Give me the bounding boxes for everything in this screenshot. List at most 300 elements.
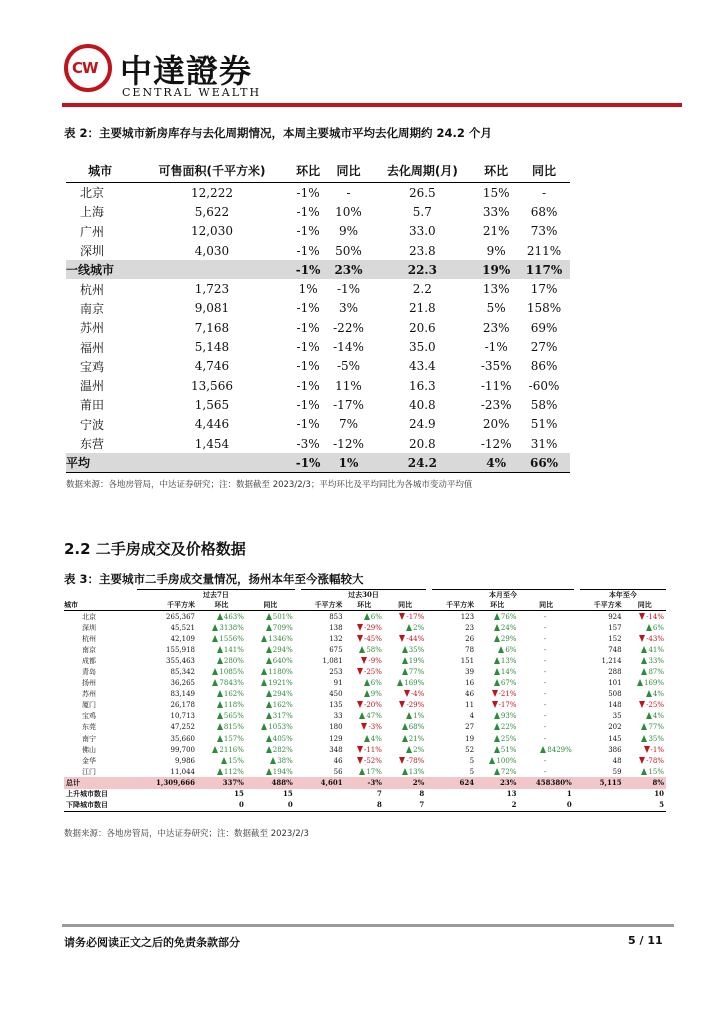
cell-value: 253 xyxy=(329,668,343,677)
up-arrow-icon xyxy=(212,624,218,631)
value-cell xyxy=(345,655,384,666)
cell-value: -17% xyxy=(406,612,425,621)
down-arrow-icon xyxy=(357,701,363,708)
cell-value: 33 xyxy=(333,712,343,721)
table3-group-header: 本月至今 xyxy=(432,590,574,601)
table2-header-cell: 环比 xyxy=(290,158,327,183)
value-cell xyxy=(197,755,246,766)
table2-header-cell: 可售面积(千平方米) xyxy=(134,158,289,183)
table2-inventory xyxy=(66,158,570,473)
cell-value: 15 xyxy=(234,789,244,799)
table3-row xyxy=(64,655,666,666)
value-cell xyxy=(301,611,345,623)
cell-value: 35 xyxy=(612,712,622,721)
cell-value: - xyxy=(543,712,547,721)
value-cell xyxy=(345,700,384,711)
value-cell: 5,148 xyxy=(194,340,230,355)
up-arrow-icon xyxy=(402,657,408,664)
value-cell: 19% xyxy=(474,260,518,279)
value-cell: -1% xyxy=(296,185,320,200)
up-arrow-icon xyxy=(641,768,647,775)
value-cell xyxy=(624,744,666,755)
value-cell: 1,565 xyxy=(194,397,230,412)
value-cell: -60% xyxy=(528,378,560,393)
cell-value: 59 xyxy=(612,767,622,776)
value-cell xyxy=(345,789,384,800)
cell-value: 3138% xyxy=(219,623,244,632)
city-name-cell xyxy=(64,611,131,623)
value-cell: 11% xyxy=(335,378,362,393)
cell-value: 294% xyxy=(272,645,293,654)
value-cell: 1,723 xyxy=(194,282,230,297)
value-cell xyxy=(137,644,197,655)
value-cell xyxy=(580,755,624,766)
cell-value: - xyxy=(543,645,547,654)
table2-row xyxy=(66,357,570,376)
value-cell xyxy=(384,622,426,633)
city-name-cell: 杭州 xyxy=(80,282,105,297)
cell-value: 下降城市数目 xyxy=(66,800,108,810)
table3-subheader-cell: 同比 xyxy=(384,600,426,611)
cell-value: 11,044 xyxy=(170,767,195,776)
value-cell xyxy=(624,711,666,722)
up-arrow-icon xyxy=(266,712,272,719)
value-cell xyxy=(345,678,384,689)
city-name-cell xyxy=(64,733,131,744)
value-cell: -1% xyxy=(296,340,320,355)
table2-row xyxy=(66,279,570,298)
value-cell xyxy=(246,766,295,777)
value-cell: 9,081 xyxy=(194,301,230,316)
cell-value: 15% xyxy=(228,756,244,765)
value-cell xyxy=(301,744,345,755)
value-cell xyxy=(137,800,197,812)
cell-value: -29% xyxy=(363,623,382,632)
cell-value: 463% xyxy=(223,612,244,621)
cell-value: 1,081 xyxy=(322,656,343,665)
cell-value: 180 xyxy=(329,723,343,732)
value-cell: 4,446 xyxy=(194,417,230,432)
cell-value: 42,109 xyxy=(170,634,195,643)
cell-value: - xyxy=(543,656,547,665)
down-arrow-icon xyxy=(399,613,405,620)
value-cell: 4,746 xyxy=(194,359,230,374)
cell-value: 成都 xyxy=(82,656,96,665)
value-cell xyxy=(624,700,666,711)
value-cell xyxy=(384,689,426,700)
value-cell: 3% xyxy=(338,301,359,316)
cell-value: 15% xyxy=(648,767,664,776)
value-cell xyxy=(432,777,476,788)
up-arrow-icon xyxy=(217,768,223,775)
up-arrow-icon xyxy=(364,735,370,742)
down-arrow-icon xyxy=(639,701,645,708)
cell-value: 38% xyxy=(277,756,293,765)
cell-value: 19 xyxy=(465,734,475,743)
value-cell: 31% xyxy=(530,436,558,451)
down-arrow-icon xyxy=(399,757,405,764)
up-arrow-icon xyxy=(494,723,500,730)
cell-value: 0 xyxy=(239,800,244,810)
up-arrow-icon xyxy=(402,646,408,653)
value-cell xyxy=(384,777,426,788)
value-cell xyxy=(246,655,295,666)
cell-value: 148 xyxy=(608,701,622,710)
cell-value: 8429% xyxy=(547,745,572,754)
up-arrow-icon xyxy=(364,679,370,686)
value-cell: 23% xyxy=(482,320,510,335)
value-cell xyxy=(137,633,197,644)
table3-down-count-row xyxy=(64,800,666,812)
city-name-cell: 宁波 xyxy=(80,417,105,432)
value-cell xyxy=(345,666,384,677)
cell-value: 27 xyxy=(465,723,475,732)
cell-value: 29% xyxy=(500,634,517,643)
up-arrow-icon xyxy=(359,768,365,775)
cell-value: 68% xyxy=(408,723,425,732)
cell-value: 13 xyxy=(506,789,517,799)
value-cell xyxy=(580,700,624,711)
down-arrow-icon xyxy=(361,723,367,730)
table3-group-header: 过去30日 xyxy=(301,590,427,601)
cell-value: -14% xyxy=(646,612,664,621)
value-cell xyxy=(624,633,666,644)
cell-value: 9% xyxy=(370,690,382,699)
city-name-cell: 平均 xyxy=(66,453,134,473)
cell-value: 厦门 xyxy=(82,701,96,710)
table3-row xyxy=(64,733,666,744)
cell-value: 10,713 xyxy=(170,712,195,721)
cell-value: 宝鸡 xyxy=(82,712,96,721)
value-cell xyxy=(137,689,197,700)
value-cell: 20% xyxy=(482,417,510,432)
value-cell xyxy=(518,678,573,689)
cell-value: 853 xyxy=(329,612,343,621)
value-cell xyxy=(197,766,246,777)
value-cell: 2.2 xyxy=(412,282,432,297)
table3-row xyxy=(64,744,666,755)
value-cell xyxy=(246,678,295,689)
table3-subheader-cell: 千平方米 xyxy=(301,600,345,611)
value-cell: -1% xyxy=(296,378,320,393)
cell-value: 扬州 xyxy=(82,679,96,688)
up-arrow-icon xyxy=(397,679,403,686)
cell-value: - xyxy=(543,690,547,699)
value-cell: -1% xyxy=(296,301,320,316)
value-cell xyxy=(476,766,518,777)
value-cell xyxy=(384,789,426,800)
table3-subheader-cell: 环比 xyxy=(197,600,246,611)
value-cell xyxy=(345,644,384,655)
up-arrow-icon xyxy=(402,723,408,730)
value-cell: -22% xyxy=(333,320,364,335)
value-cell xyxy=(624,789,666,800)
cell-value: 1921% xyxy=(268,679,293,688)
table3-subheader-cell: 同比 xyxy=(246,600,295,611)
cell-value: 565% xyxy=(223,712,244,721)
cell-value: 6% xyxy=(370,612,382,621)
table3-title: 表 3：主要城市二手房成交量情况，扬州本年至今涨幅较大 xyxy=(64,572,364,586)
table3-second-hand xyxy=(64,589,666,812)
down-arrow-icon xyxy=(639,613,645,620)
value-cell: 7,168 xyxy=(194,320,230,335)
cell-value: 123 xyxy=(460,612,475,621)
up-arrow-icon xyxy=(646,690,652,697)
cell-value: 76% xyxy=(500,612,517,621)
value-cell xyxy=(345,755,384,766)
cell-value: 138 xyxy=(329,623,343,632)
down-arrow-icon xyxy=(492,690,498,697)
value-cell xyxy=(432,800,476,812)
down-arrow-icon xyxy=(357,624,363,631)
value-cell xyxy=(301,789,345,800)
up-arrow-icon xyxy=(494,746,500,753)
value-cell xyxy=(246,700,295,711)
value-cell xyxy=(246,800,295,812)
table3-group-header: 本年至今 xyxy=(580,590,666,601)
value-cell xyxy=(301,689,345,700)
cell-value: 26 xyxy=(465,634,475,643)
value-cell xyxy=(301,644,345,655)
up-arrow-icon xyxy=(637,679,643,686)
value-cell xyxy=(137,655,197,666)
value-cell: -1% xyxy=(336,282,361,297)
cell-value: 288 xyxy=(608,668,622,677)
value-cell xyxy=(476,711,518,722)
table2-row xyxy=(66,337,570,356)
cell-value: 金华 xyxy=(82,756,96,765)
up-arrow-icon xyxy=(402,735,408,742)
up-arrow-icon xyxy=(646,624,652,631)
cell-value: 405% xyxy=(272,734,293,743)
section-heading: 2.2 二手房成交及价格数据 xyxy=(64,540,246,558)
cell-value: 6% xyxy=(652,623,664,632)
up-arrow-icon xyxy=(646,712,652,719)
city-name-cell xyxy=(64,689,131,700)
value-cell xyxy=(246,622,295,633)
cell-value: 苏州 xyxy=(82,690,96,699)
cell-value: 709% xyxy=(272,623,293,632)
up-arrow-icon xyxy=(212,635,218,642)
cell-value: 624 xyxy=(459,777,475,787)
cell-value: 南宁 xyxy=(82,734,96,743)
cell-value: -43% xyxy=(646,634,664,643)
up-arrow-icon xyxy=(266,646,272,653)
down-arrow-icon xyxy=(357,757,363,764)
cell-value: 2% xyxy=(413,745,425,754)
table2-row xyxy=(66,318,570,337)
cell-value: 16 xyxy=(465,679,475,688)
cell-value: 5 xyxy=(659,800,664,810)
value-cell xyxy=(476,789,518,800)
table3-row xyxy=(64,644,666,655)
value-cell xyxy=(432,644,476,655)
footer-divider xyxy=(62,924,674,927)
cell-value: 青岛 xyxy=(82,668,96,677)
logo-mark: CW xyxy=(72,59,98,77)
cell-value: 355,463 xyxy=(166,656,195,665)
up-arrow-icon xyxy=(494,712,500,719)
value-cell xyxy=(134,453,289,473)
value-cell xyxy=(624,755,666,766)
cell-value: 1% xyxy=(413,712,425,721)
up-arrow-icon xyxy=(494,735,500,742)
up-arrow-icon xyxy=(266,690,272,697)
city-name-cell xyxy=(64,633,131,644)
cell-value: -78% xyxy=(406,756,425,765)
value-cell xyxy=(432,789,476,800)
value-cell: -1% xyxy=(290,260,327,279)
table3-source-note: 数据来源：各地房管局，中达证券研究；注：数据截至 2023/2/3 xyxy=(64,829,309,839)
table2-source-note: 数据来源：各地房管局，中达证券研究；注：数据截至 2023/2/3；平均环比及平均同比为各城市变动平均值 xyxy=(66,480,473,490)
cell-value: 87% xyxy=(648,668,664,677)
city-name-cell: 福州 xyxy=(80,340,105,355)
cell-value: 深圳 xyxy=(82,623,96,632)
cell-value: 5 xyxy=(469,767,475,776)
up-arrow-icon xyxy=(359,712,365,719)
value-cell: 13% xyxy=(482,282,510,297)
value-cell xyxy=(432,633,476,644)
value-cell xyxy=(301,711,345,722)
value-cell: 4% xyxy=(474,453,518,473)
cell-value: 17% xyxy=(366,767,382,776)
table3-subheader-cell: 环比 xyxy=(476,600,518,611)
up-arrow-icon xyxy=(494,768,500,775)
city-name-cell xyxy=(64,655,131,666)
cell-value: 0 xyxy=(287,800,293,810)
table3-row xyxy=(64,711,666,722)
value-cell xyxy=(518,622,573,633)
cell-value: - xyxy=(543,679,547,688)
up-arrow-icon xyxy=(217,701,223,708)
value-cell xyxy=(624,766,666,777)
cell-value: - xyxy=(543,612,547,621)
value-cell xyxy=(624,678,666,689)
table3-row xyxy=(64,678,666,689)
city-name-cell: 南京 xyxy=(80,301,105,316)
value-cell xyxy=(345,633,384,644)
up-arrow-icon xyxy=(406,746,412,753)
value-cell xyxy=(580,777,624,788)
value-cell xyxy=(432,766,476,777)
value-cell: 10% xyxy=(335,204,362,219)
up-arrow-icon xyxy=(217,723,223,730)
cell-value: 67% xyxy=(500,679,517,688)
cell-value: -3% xyxy=(367,777,382,787)
table2-row xyxy=(66,222,570,241)
cell-value: 151 xyxy=(460,656,475,665)
value-cell xyxy=(384,711,426,722)
cell-value: 99,700 xyxy=(170,745,195,754)
value-cell xyxy=(384,700,426,711)
up-arrow-icon xyxy=(494,635,500,642)
up-arrow-icon xyxy=(406,624,412,631)
cell-value: 85,342 xyxy=(170,668,195,677)
value-cell xyxy=(518,755,573,766)
cell-value: 675 xyxy=(329,645,343,654)
cell-value: 815% xyxy=(223,723,244,732)
value-cell: 24.9 xyxy=(408,417,436,432)
value-cell xyxy=(345,744,384,755)
value-cell xyxy=(301,800,345,812)
cell-value: 155,918 xyxy=(166,645,195,654)
value-cell: 50% xyxy=(335,243,362,258)
cell-value: 157 xyxy=(608,623,622,632)
value-cell xyxy=(518,766,573,777)
cell-value: 45,521 xyxy=(170,623,195,632)
cell-value: 35% xyxy=(648,734,664,743)
cell-value: 10 xyxy=(654,789,664,799)
value-cell xyxy=(580,689,624,700)
cell-value: 36,265 xyxy=(170,679,195,688)
value-cell: -1% xyxy=(296,417,320,432)
value-cell xyxy=(580,678,624,689)
cell-value: 169% xyxy=(404,679,425,688)
cell-value: 145 xyxy=(608,734,622,743)
cell-value: -9% xyxy=(368,656,382,665)
up-arrow-icon xyxy=(266,657,272,664)
value-cell: 66% xyxy=(518,453,570,473)
table3-subheader-cell: 同比 xyxy=(624,600,666,611)
value-cell: 20.6 xyxy=(408,320,436,335)
cell-value: 4% xyxy=(652,690,664,699)
up-arrow-icon xyxy=(261,723,267,730)
cell-value: 194% xyxy=(272,767,293,776)
value-cell xyxy=(301,777,345,788)
up-arrow-icon xyxy=(494,679,500,686)
table3-row xyxy=(64,766,666,777)
cell-value: -44% xyxy=(406,634,425,643)
value-cell xyxy=(476,678,518,689)
value-cell xyxy=(518,777,573,788)
value-cell xyxy=(624,666,666,677)
value-cell xyxy=(518,689,573,700)
cell-value: 0 xyxy=(566,800,572,810)
cell-value: 77% xyxy=(648,723,664,732)
value-cell xyxy=(197,644,246,655)
city-name-cell xyxy=(64,744,131,755)
city-name-cell: 一线城市 xyxy=(66,260,134,279)
cell-value: 杭州 xyxy=(82,634,96,643)
value-cell: -23% xyxy=(480,397,512,412)
cell-value: 458380% xyxy=(535,777,572,787)
value-cell xyxy=(518,800,573,812)
cell-value: -20% xyxy=(363,701,382,710)
cell-value: 135 xyxy=(329,701,343,710)
cell-value: 72% xyxy=(500,767,517,776)
up-arrow-icon xyxy=(217,690,223,697)
value-cell xyxy=(246,644,295,655)
value-cell xyxy=(580,744,624,755)
down-arrow-icon xyxy=(644,746,650,753)
table2-row xyxy=(66,395,570,414)
value-cell xyxy=(432,733,476,744)
table2-row xyxy=(66,241,570,260)
cell-value: 南京 xyxy=(82,645,96,654)
cell-value: 78 xyxy=(465,645,475,654)
cell-value: - xyxy=(543,623,547,632)
table2-header-cell: 同比 xyxy=(518,158,570,183)
value-cell xyxy=(476,655,518,666)
up-arrow-icon xyxy=(494,668,500,675)
down-arrow-icon xyxy=(399,701,405,708)
value-cell xyxy=(518,611,573,623)
cell-value: 58% xyxy=(366,645,382,654)
value-cell: -14% xyxy=(333,340,364,355)
value-cell xyxy=(345,722,384,733)
cell-value: 1085% xyxy=(219,668,244,677)
value-cell xyxy=(246,666,295,677)
